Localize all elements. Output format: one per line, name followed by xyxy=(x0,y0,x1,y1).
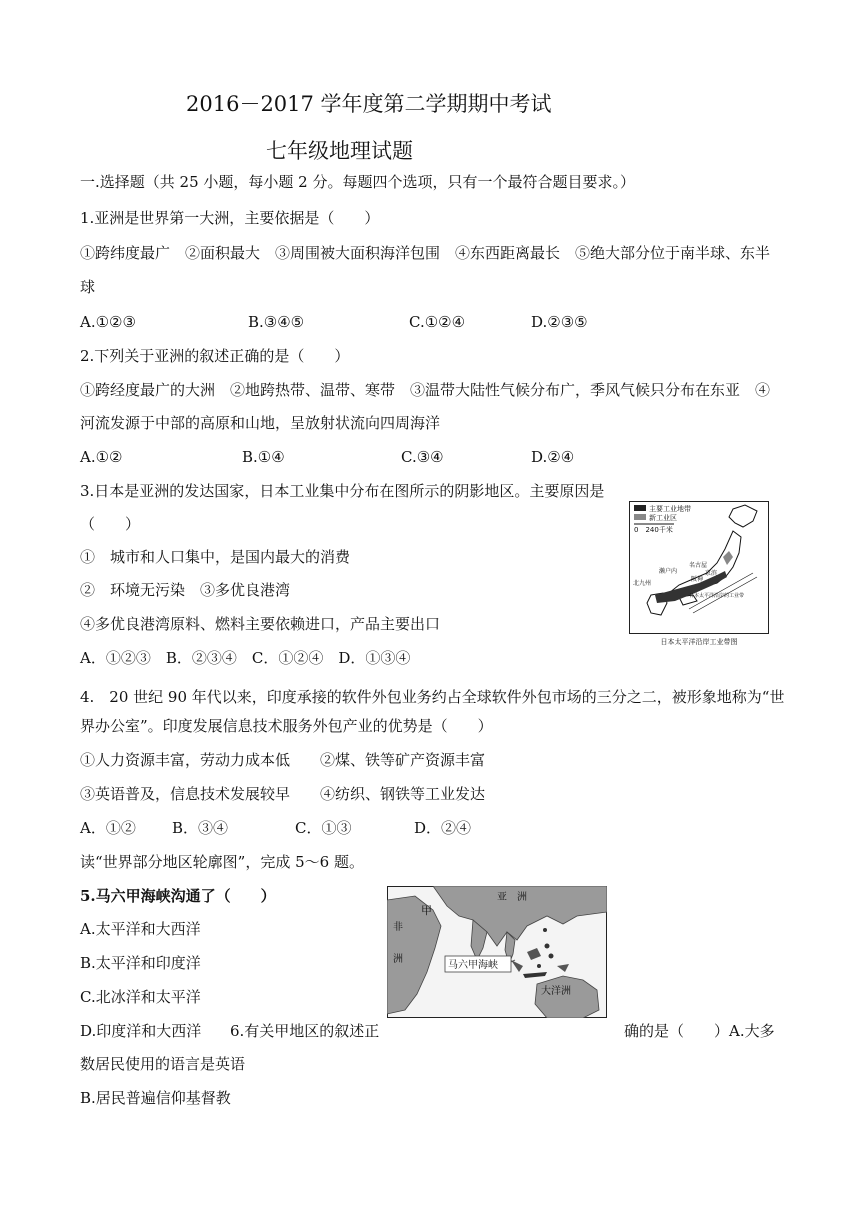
q4-option-b[interactable]: B．③④ xyxy=(172,819,229,837)
q4-stem-line2: 界办公室”。印度发展信息技术服务外包产业的优势是（ ） xyxy=(80,717,493,735)
japan-industry-map xyxy=(629,501,769,647)
exam-title: 2016－2017 学年度第二学期期中考试 xyxy=(186,92,552,116)
q1-option-d[interactable]: D.②③⑤ xyxy=(531,313,588,331)
q6-stem-line2: 数居民使用的语言是英语 xyxy=(80,1055,246,1073)
label-asia: 亚 洲 xyxy=(497,892,527,903)
island-dot-2 xyxy=(549,954,554,959)
island-dot-3 xyxy=(543,928,547,932)
q4-option-a[interactable]: A．①② xyxy=(80,819,136,837)
q4-items-line2: ③英语普及，信息技术发展较早 ④纺织、钢铁等工业发达 xyxy=(80,785,486,803)
q3-item2: ② 环境无污染 ③多优良港湾 xyxy=(80,581,291,599)
island-dot-1 xyxy=(545,944,550,949)
q2-option-d[interactable]: D.②④ xyxy=(531,448,575,466)
legend-main-swatch xyxy=(634,505,646,511)
reading-instruction: 读“世界部分地区轮廓图”，完成 5～6 题。 xyxy=(80,853,364,871)
label-jia: 甲 xyxy=(421,904,432,917)
q1-stem: 1.亚洲是世界第一大洲，主要依据是（ ） xyxy=(80,209,380,227)
label-hanshin: 阪神 xyxy=(691,576,704,583)
q2-items-line2: 河流发源于中部的高原和山地，呈放射状流向四周海洋 xyxy=(80,414,441,432)
world-outline-map xyxy=(387,886,607,1018)
label-strait: 马六甲海峡 xyxy=(448,960,498,971)
japan-map-svg xyxy=(629,501,769,647)
label-oceania: 大洋洲 xyxy=(541,986,571,997)
legend-new-label: 新工业区 xyxy=(649,514,677,522)
q5-option-d[interactable]: D.印度洋和大西洋 xyxy=(80,1022,202,1040)
q1-option-b[interactable]: B.③④⑤ xyxy=(248,313,305,331)
q6-stem-start: 6.有关甲地区的叙述正 xyxy=(230,1022,380,1040)
q2-option-a[interactable]: A.①② xyxy=(80,448,123,466)
island-dot-4 xyxy=(537,964,541,968)
q3-stem: 3.日本是亚洲的发达国家，日本工业集中分布在图所示的阴影地区。主要原因是 xyxy=(80,482,605,500)
q3-paren: （ ） xyxy=(80,515,141,533)
q1-option-a[interactable]: A.①②③ xyxy=(80,313,136,331)
q1-option-c[interactable]: C.①②④ xyxy=(409,313,466,331)
label-kitakyushu: 北九州 xyxy=(633,580,652,587)
q2-stem: 2.下列关于亚洲的叙述正确的是（ ） xyxy=(80,347,350,365)
q3-item1: ① 城市和人口集中，是国内最大的消费 xyxy=(80,548,351,566)
q3-options[interactable]: A．①②③ B．②③④ C．①②④ D．①③④ xyxy=(80,649,411,667)
q5-option-a[interactable]: A.太平洋和大西洋 xyxy=(80,920,201,938)
legend-new-swatch xyxy=(634,514,646,520)
label-setonaikai: 濑户内 xyxy=(659,568,678,575)
map-caption: 日本太平洋沿岸工业带图 xyxy=(660,638,738,646)
section-heading: 一.选择题（共 25 小题，每小题 2 分。每题四个选项，只有一个最符合题目要求。） xyxy=(80,173,635,191)
scale-label: 0 240千米 xyxy=(634,526,673,534)
q5-option-c[interactable]: C.北冰洋和太平洋 xyxy=(80,988,201,1006)
legend-main-label: 主要工业地带 xyxy=(649,505,691,513)
q4-option-c[interactable]: C．①③ xyxy=(295,819,352,837)
q3-item3: ④多优良港湾原料、燃料主要依赖进口，产品主要出口 xyxy=(80,615,441,633)
label-africa-1: 非 xyxy=(393,922,403,933)
q5-stem: 5.马六甲海峡沟通了（ ） xyxy=(80,887,276,905)
q4-stem-line1: 4. 20 世纪 90 年代以来，印度承接的软件外包业务约占全球软件外包市场的三分之二，被形象地称为“世 xyxy=(80,688,785,706)
q2-items-line1: ①跨经度最广的大洲 ②地跨热带、温带、寒带 ③温带大陆性气候分布广，季风气候只分布在东亚 ④ xyxy=(80,381,771,399)
world-map-svg xyxy=(387,886,607,1018)
q2-option-c[interactable]: C.③④ xyxy=(401,448,444,466)
q6-stem-end: 确的是（ ）A.大多 xyxy=(624,1022,775,1040)
q1-items-line2: 球 xyxy=(80,278,96,296)
q2-option-b[interactable]: B.①④ xyxy=(242,448,285,466)
label-keihin: 京滨 xyxy=(705,570,718,577)
q4-option-d[interactable]: D．②④ xyxy=(414,819,472,837)
q1-items-line1: ①跨纬度最广 ②面积最大 ③周围被大面积海洋包围 ④东西距离最长 ⑤绝大部分位于南半球、东半 xyxy=(80,244,771,262)
label-africa-2: 洲 xyxy=(393,954,403,965)
q5-option-b[interactable]: B.太平洋和印度洋 xyxy=(80,954,201,972)
q6-option-b[interactable]: B.居民普遍信仰基督教 xyxy=(80,1089,231,1107)
exam-subtitle: 七年级地理试题 xyxy=(266,139,413,163)
label-belt: 日本太平洋沿岸的工业带 xyxy=(689,593,745,599)
q4-items-line1: ①人力资源丰富，劳动力成本低 ②煤、铁等矿产资源丰富 xyxy=(80,751,486,769)
label-nagoya: 名古屋 xyxy=(689,562,708,569)
